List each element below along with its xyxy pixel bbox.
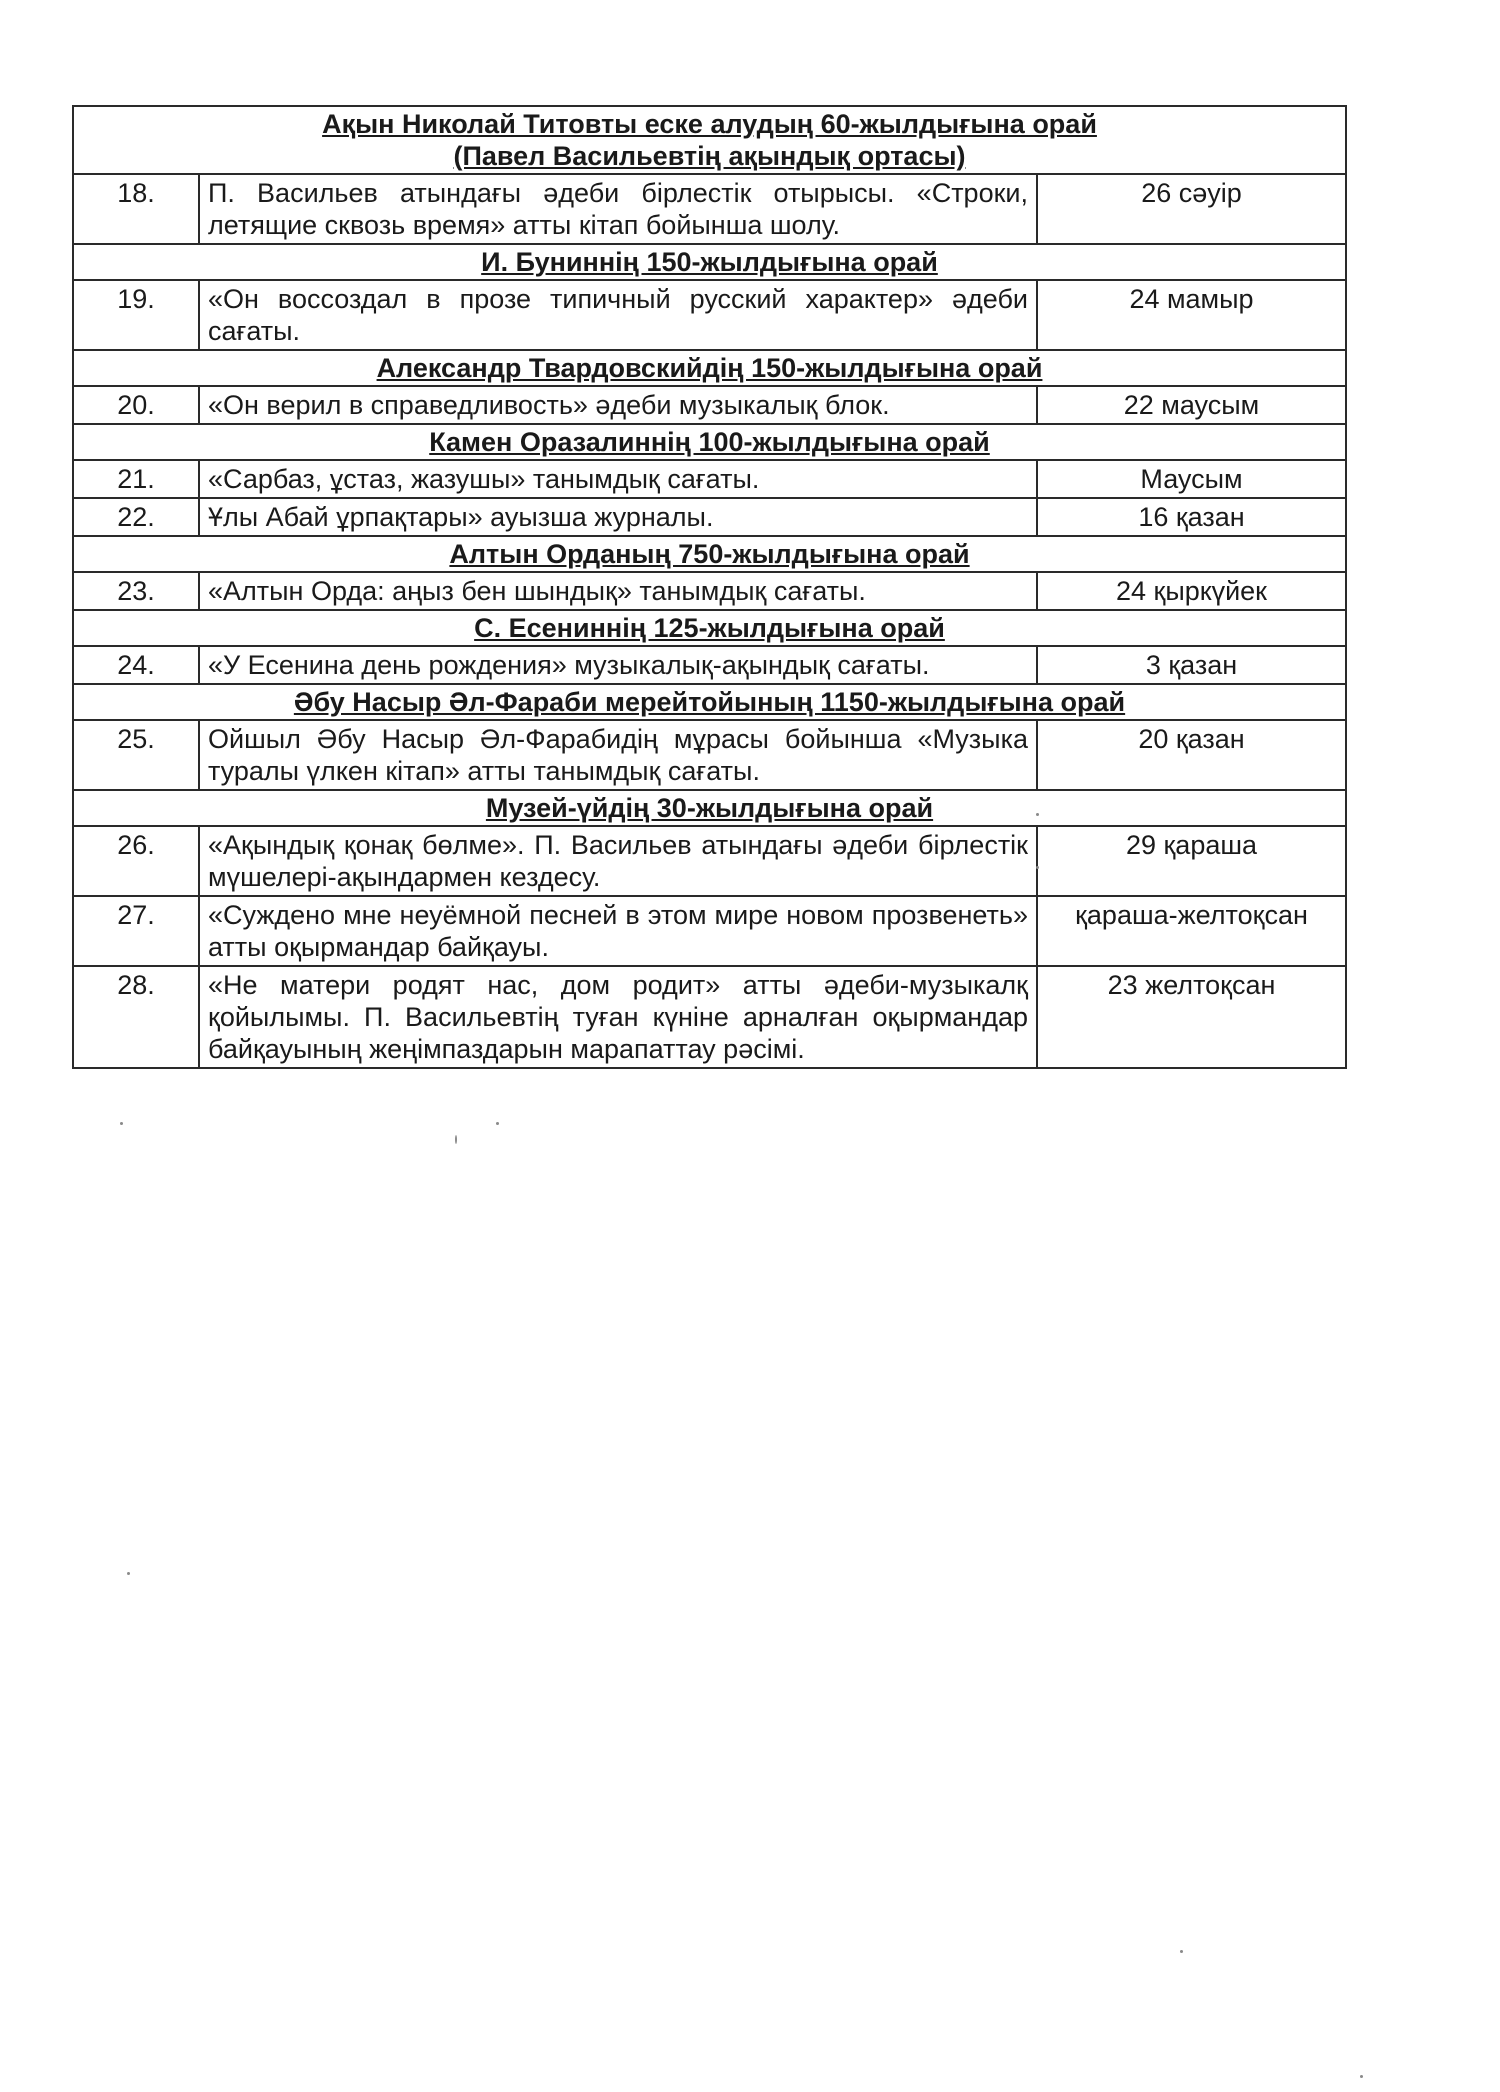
table-row: [73, 386, 1346, 424]
section-heading: [73, 244, 1346, 280]
row-number: 18.: [73, 174, 199, 244]
section-heading-row: [73, 684, 1346, 720]
event-date: Маусым: [1037, 460, 1346, 498]
row-number: 21.: [73, 460, 199, 498]
event-description: «Ақындық қонақ бөлме». П. Васильев атындағы әдеби бірлестік мүшелері-ақындармен кездесу.: [199, 826, 1037, 896]
row-number: 19.: [73, 280, 199, 350]
table-row: [73, 460, 1346, 498]
section-heading: [73, 536, 1346, 572]
section-heading: [73, 684, 1346, 720]
event-description: «Суждено мне неуёмной песней в этом мире новом прозвенеть» атты оқырмандар байқауы.: [199, 896, 1037, 966]
table-row: [73, 280, 1346, 350]
table-row: [73, 896, 1346, 966]
table-row: [73, 646, 1346, 684]
event-description: «Не матери родят нас, дом родит» атты әдеби-музыкалқ қойылымы. П. Васильевтің туған күніне арналған оқырмандар байқауының жеңімпаздарын марапаттау рәсімі.: [199, 966, 1037, 1068]
section-heading-row: [73, 536, 1346, 572]
event-date: 29 қараша: [1037, 826, 1346, 896]
scan-speck: [127, 1572, 130, 1575]
section-heading: [73, 610, 1346, 646]
row-number: 27.: [73, 896, 199, 966]
row-number: 25.: [73, 720, 199, 790]
section-heading-row: [73, 790, 1346, 826]
event-date: 20 қазан: [1037, 720, 1346, 790]
event-date: 24 мамыр: [1037, 280, 1346, 350]
event-description: П. Васильев атындағы әдеби бірлестік отырысы. «Строки, летящие сквозь время» атты кітап бойынша шолу.: [199, 174, 1037, 244]
section-heading-line: Музей-үйдің 30-жылдығына орай: [485, 793, 934, 823]
table-row: [73, 966, 1346, 1068]
table-body: [73, 106, 1346, 1068]
row-number: 28.: [73, 966, 199, 1068]
table-row: [73, 826, 1346, 896]
section-heading: [73, 350, 1346, 386]
section-heading-line: С. Есениннің 125-жылдығына орай: [474, 613, 945, 643]
event-date: қараша-желтоқсан: [1037, 896, 1346, 966]
scan-speck: [1180, 1950, 1183, 1953]
event-date: 26 сәуір: [1037, 174, 1346, 244]
event-description: Ойшыл Әбу Насыр Әл-Фарабидің мұрасы бойынша «Музыка туралы үлкен кітап» атты танымдық сағаты.: [199, 720, 1037, 790]
event-description: «Алтын Орда: аңыз бен шындық» танымдық сағаты.: [199, 572, 1037, 610]
event-date: 3 қазан: [1037, 646, 1346, 684]
event-description: «У Есенина день рождения» музыкалық-ақындық сағаты.: [199, 646, 1037, 684]
event-date: 22 маусым: [1037, 386, 1346, 424]
scan-speck: [496, 1122, 499, 1125]
section-heading-line: Александр Твардовскийдің 150-жылдығына орай: [376, 353, 1043, 383]
row-number: 26.: [73, 826, 199, 896]
scan-speck: [120, 1122, 123, 1125]
event-description: «Сарбаз, ұстаз, жазушы» танымдық сағаты.: [199, 460, 1037, 498]
row-number: 24.: [73, 646, 199, 684]
section-heading-line: Алтын Орданың 750-жылдығына орай: [449, 539, 970, 569]
section-heading-row: [73, 424, 1346, 460]
scan-speck: [1360, 2075, 1363, 2078]
event-plan-table: [72, 105, 1347, 1069]
section-heading: [73, 424, 1346, 460]
event-description: «Он верил в справедливость» әдеби музыкалық блок.: [199, 386, 1037, 424]
event-date: 24 қыркүйек: [1037, 572, 1346, 610]
section-heading-row: [73, 350, 1346, 386]
section-heading-line: Ақын Николай Титовты еске алудың 60-жылдығына орай: [322, 109, 1097, 139]
section-heading-row: [73, 244, 1346, 280]
table-row: [73, 174, 1346, 244]
row-number: 22.: [73, 498, 199, 536]
event-description: Ұлы Абай ұрпақтары» ауызша журналы.: [199, 498, 1037, 536]
event-description: «Он воссоздал в прозе типичный русский характер» әдеби сағаты.: [199, 280, 1037, 350]
section-heading-row: [73, 106, 1346, 174]
row-number: 20.: [73, 386, 199, 424]
section-heading: [73, 790, 1346, 826]
scan-speck: [455, 1135, 457, 1144]
section-heading-line: (Павел Васильевтің ақындық ортасы): [453, 141, 966, 171]
table-row: [73, 572, 1346, 610]
row-number: 23.: [73, 572, 199, 610]
section-heading-line: И. Буниннің 150-жылдығына орай: [481, 247, 938, 277]
scan-speck: [1036, 813, 1039, 816]
event-date: 16 қазан: [1037, 498, 1346, 536]
section-heading-line: Камен Оразалиннің 100-жылдығына орай: [429, 427, 990, 457]
scan-speck: [1036, 866, 1039, 869]
event-date: 23 желтоқсан: [1037, 966, 1346, 1068]
table-row: [73, 720, 1346, 790]
section-heading-row: [73, 610, 1346, 646]
table-row: [73, 498, 1346, 536]
section-heading-line: Әбу Насыр Әл-Фараби мерейтойының 1150-жылдығына орай: [293, 687, 1126, 717]
section-heading: [73, 106, 1346, 174]
